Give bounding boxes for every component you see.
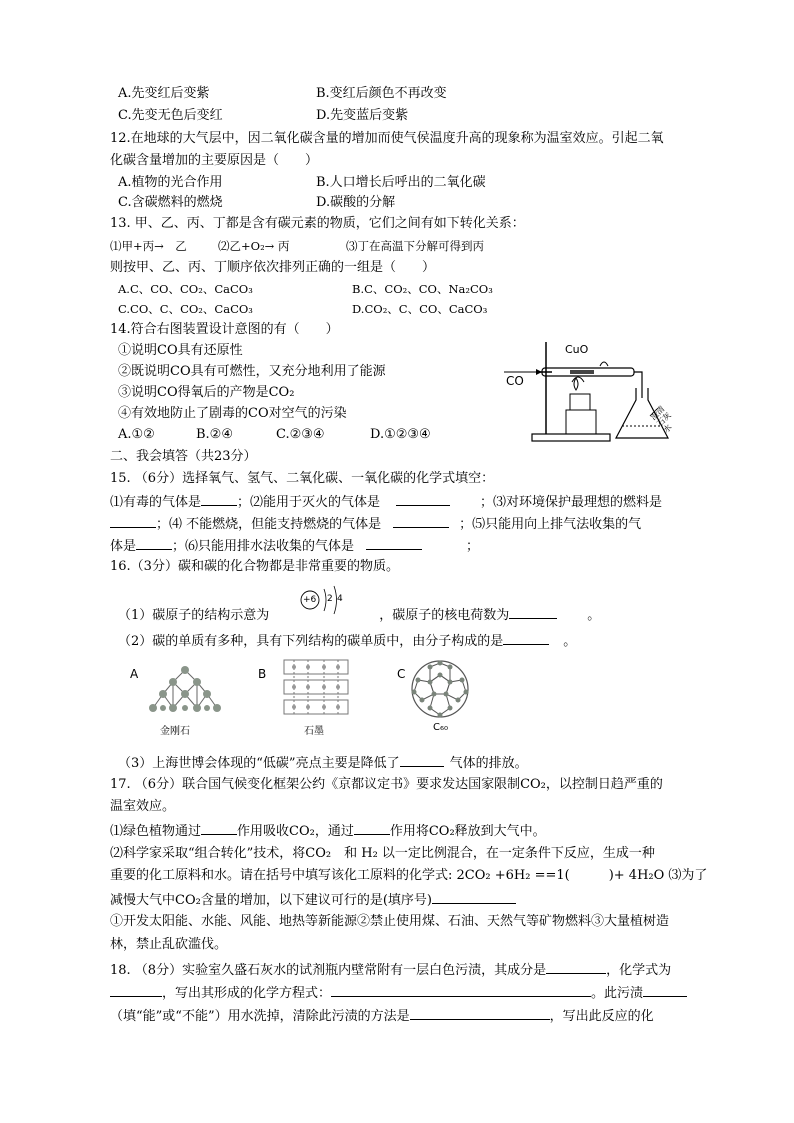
q12-stem-line2: 化碳含量增加的主要原因是（ ）	[110, 153, 319, 168]
q18-part-3-end: ，写出此反应的化	[549, 1009, 654, 1024]
c60-structure-image	[406, 658, 474, 720]
q15-blank-6-label: ；⑹只能用排水法收集的气体是	[172, 539, 355, 554]
q18-blank-5[interactable]	[410, 1005, 550, 1020]
q17-line-5: 重要的化工原料和水。请在括号中填写该化工原料的化学式: 2CO₂ +6H₂ ==1( )+ 4H₂O ⑶为了	[110, 868, 708, 883]
q16-part-3	[118, 752, 528, 774]
q17-part-1-label-2: 作用吸收CO₂，通过	[237, 824, 354, 839]
q15-line-3	[110, 513, 641, 535]
q17-part-3-label: 减慢大气中CO₂含量的增加，以下建议可行的是(填序号)	[110, 893, 432, 908]
q15-line-1: 15. （6分）选择氧气、氢气、二氧化碳、一氧化碳的化学式填空：	[110, 471, 495, 486]
q14-option-c: C.②③④	[276, 427, 325, 442]
q15-blank-4[interactable]	[393, 513, 449, 528]
q11-option-d: D.先变蓝后变紫	[316, 108, 409, 123]
atom-nucleus-charge: +6	[303, 595, 317, 605]
q18-part-1-label: 18. （8分）实验室久盛石灰水的试剂瓶内壁常附有一层白色污渍，其成分是	[110, 963, 547, 978]
q17-line-2: 温室效应。	[110, 799, 176, 814]
q12-option-d: D.碳酸的分解	[316, 195, 396, 210]
diamond-structure-image	[145, 664, 225, 724]
q16-stem: 16.（3分）碳和碳的化合物都是非常重要的物质。	[110, 559, 399, 574]
q16-part-1-label-2: ，碳原子的核电荷数为	[379, 608, 510, 623]
q13-condition-3: ⑶丁在高温下分解可得到丙	[346, 239, 484, 253]
q16-part-3-label: （3）上海世博会体现的“低碳”亮点主要是降低了	[118, 756, 400, 771]
q13-option-c: C.CO、C、CO₂、CaCO₃	[118, 302, 253, 316]
q14-statement-4: ④有效地防止了剧毒的CO对空气的污染	[118, 406, 347, 421]
section-2-heading: 二、我会填答（共23分）	[110, 449, 257, 464]
atom-shell-1-electrons: 2	[327, 594, 333, 604]
q14-statement-2: ②既说明CO具有可燃性，又充分地利用了能源	[118, 364, 386, 379]
q14-option-d: D.①②③④	[370, 427, 431, 442]
q13-option-d: D.CO₂、C、CO、CaCO₃	[352, 302, 488, 316]
q16-part-2-label: （2）碳的单质有多种，具有下列结构的碳单质中，由分子构成的是	[118, 634, 504, 649]
q15-blank-4-label: ；⑷ 不能燃烧，但能支持燃烧的气体是	[156, 517, 382, 532]
q16-part-2-end: 。	[563, 634, 577, 649]
q15-blank-3[interactable]	[110, 513, 156, 528]
q15-line-4	[110, 535, 479, 557]
atom-shell-2-electrons: 4	[337, 594, 343, 604]
figure-label-limewater: 澄清石灰水	[648, 404, 674, 435]
q18-line-3	[110, 1005, 654, 1027]
q12-option-a: A.植物的光合作用	[118, 175, 223, 190]
q11-option-c: C.先变无色后变红	[118, 108, 223, 123]
q17-part-1-label: ⑴绿色植物通过	[110, 824, 202, 839]
q17-line-6	[110, 889, 516, 911]
figure-label-co: CO	[506, 374, 524, 388]
q16-blank-3[interactable]	[400, 752, 444, 767]
structure-label-a: A	[130, 667, 139, 681]
q16-blank-2[interactable]	[503, 630, 549, 645]
figure-label-cuo: CuO	[565, 343, 589, 356]
diamond-caption: 金刚石	[160, 726, 190, 737]
q17-line-1: 17. （6分）联合国气候变化框架公约《京都议定书》要求发达国家限制CO₂，以控制日趋严重的	[110, 777, 663, 792]
q12-stem-line1: 12.在地球的大气层中，因二氧化碳含量的增加而使气侯温度升高的现象称为温室效应。引起二氧	[110, 131, 664, 146]
q16-part-1-label: （1）碳原子的结构示意为	[118, 608, 270, 623]
q13-stem: 13. 甲、乙、丙、丁都是含有碳元素的物质，它们之间有如下转化关系：	[110, 216, 525, 231]
q15-line-end: ；	[466, 539, 480, 554]
q12-option-c: C.含碳燃料的燃烧	[118, 195, 223, 210]
q15-blank-2-label: ；⑵能用于灭火的气体是	[237, 495, 381, 510]
c60-caption: C₆₀	[433, 722, 448, 733]
q17-line-8: 林，禁止乱砍滥伐。	[110, 937, 228, 952]
q17-blank-1[interactable]	[201, 820, 237, 835]
q17-blank-2[interactable]	[354, 820, 390, 835]
q17-line-3	[110, 820, 546, 842]
q15-blank-1-label: ⑴有毒的气体是	[110, 495, 202, 510]
graphite-caption: 石墨	[304, 726, 324, 737]
co-reduction-apparatus-figure	[500, 338, 680, 446]
structure-label-c: C	[397, 667, 406, 681]
q14-option-b: B.②④	[196, 427, 233, 442]
q18-blank-3[interactable]	[331, 982, 591, 997]
q18-blank-2[interactable]	[110, 982, 162, 997]
q18-line-2	[110, 982, 687, 1004]
q15-blank-5-label-end: 体是	[110, 539, 137, 554]
q13-stem-2: 则按甲、乙、丙、丁顺序依次排列正确的一组是（ ）	[110, 260, 436, 275]
q15-blank-5[interactable]	[136, 535, 172, 550]
q13-condition-1: ⑴甲+丙→ 乙	[110, 239, 187, 253]
q17-blank-3[interactable]	[432, 889, 516, 904]
q14-stem: 14.符合右图装置设计意图的有（ ）	[110, 322, 339, 337]
q11-option-a: A.先变红后变紫	[118, 86, 210, 101]
graphite-structure-image	[280, 656, 352, 720]
q17-line-4: ⑵科学家采取“组合转化”技术，将CO₂ 和 H₂ 以一定比例混合，在一定条件下反应，生成一种	[110, 846, 655, 861]
q14-option-a: A.①②	[118, 427, 155, 442]
q18-part-3-label: （填“能”或“不能”）用水洗掉，清除此污渍的方法是	[110, 1009, 410, 1024]
q18-blank-1[interactable]	[546, 959, 606, 974]
q18-blank-4[interactable]	[643, 982, 687, 997]
q15-blank-5-label: ；⑸只能用向上排气法收集的气	[459, 517, 642, 532]
q15-blank-2[interactable]	[396, 491, 450, 506]
q16-part-2	[118, 630, 576, 652]
q16-part-1-end: 。	[587, 608, 601, 623]
q18-part-2-end: 。此污渍	[591, 986, 644, 1001]
q15-blank-6[interactable]	[366, 535, 422, 550]
q11-option-b: B.变红后颜色不再改变	[316, 86, 447, 101]
q15-blank-1[interactable]	[201, 491, 237, 506]
q17-part-1-end: 作用将CO₂释放到大气中。	[389, 824, 546, 839]
q18-part-2-label: ，写出其形成的化学方程式：	[162, 986, 332, 1001]
q12-option-b: B.人口增长后呼出的二氧化碳	[316, 175, 486, 190]
q16-part-3-end: 气体的排放。	[449, 756, 528, 771]
q16-part-1	[118, 604, 600, 626]
q15-blank-3-label: ；⑶对环境保护最理想的燃料是	[480, 495, 663, 510]
q18-part-1-label-2: ，化学式为	[606, 963, 672, 978]
structure-label-b: B	[258, 667, 267, 681]
q13-condition-2: ⑵乙+O₂→ 丙	[218, 239, 290, 253]
q18-line-1	[110, 959, 671, 981]
q14-statement-1: ①说明CO具有还原性	[118, 343, 243, 358]
q13-option-b: B.C、CO₂、CO、Na₂CO₃	[352, 282, 493, 296]
q15-line-2	[110, 491, 662, 513]
q17-line-7: ①开发太阳能、水能、风能、地热等新能源②禁止使用煤、石油、天然气等矿物燃料③大量植树造	[110, 914, 670, 929]
q13-option-a: A.C、CO、CO₂、CaCO₃	[118, 282, 253, 296]
q16-blank-1[interactable]	[509, 604, 557, 619]
q14-statement-3: ③说明CO得氧后的产物是CO₂	[118, 385, 295, 400]
